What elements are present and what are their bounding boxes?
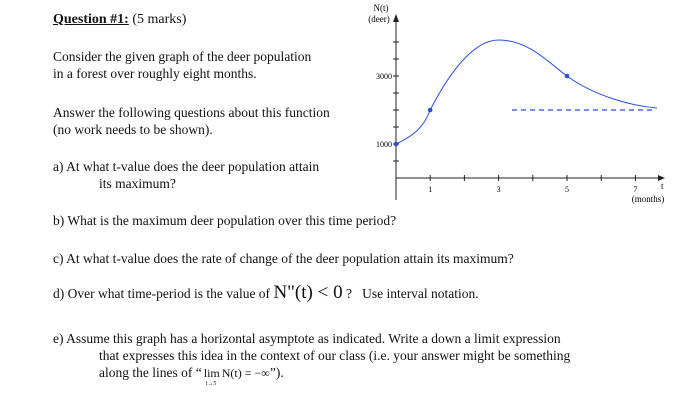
intro-line-1: Consider the given graph of the deer population bbox=[53, 49, 312, 64]
y-axis-label-unit: (deer) bbox=[368, 14, 390, 24]
question-a-line-1: a) At what t-value does the deer population attain bbox=[53, 159, 320, 174]
limit-expression: N(t) = −∞ bbox=[221, 366, 270, 380]
question-e-suffix: ”). bbox=[269, 365, 284, 380]
x-tick-label: 7 bbox=[633, 185, 638, 194]
question-b: b) What is the maximum deer population over this time period? bbox=[53, 213, 397, 228]
data-point bbox=[565, 74, 570, 79]
question-marks: (5 marks) bbox=[132, 12, 187, 27]
x-tick-label: 5 bbox=[565, 185, 569, 194]
y-axis-arrow bbox=[393, 14, 399, 22]
question-c: c) At what t-value does the rate of change of the deer population attain its maximum? bbox=[53, 251, 514, 266]
limit-word: lim bbox=[203, 366, 220, 380]
question-e-prefix: along the lines of “ bbox=[99, 365, 202, 380]
question-d-mark: ? bbox=[345, 286, 352, 301]
y-tick-label: 3000 bbox=[376, 72, 392, 81]
data-point bbox=[394, 142, 399, 147]
question-e-line-1: e) Assume this graph has a horizontal asymptote as indicated. Write a down a limit expression bbox=[53, 331, 561, 346]
y-axis-label-function: N(t) bbox=[373, 3, 389, 13]
x-axis-label-variable: t bbox=[661, 181, 664, 191]
y-tick-label: 1000 bbox=[376, 140, 392, 149]
second-derivative-expression: N"(t) < 0 bbox=[273, 282, 343, 303]
instructions-line-1: Answer the following questions about this function bbox=[53, 105, 330, 120]
instructions-line-2: (no work needs to be shown). bbox=[53, 122, 213, 137]
x-tick-label: 3 bbox=[496, 185, 501, 194]
limit-subscript: t→5 bbox=[205, 381, 217, 387]
question-number: Question #1: bbox=[53, 12, 129, 27]
data-point bbox=[428, 108, 433, 113]
population-curve bbox=[396, 40, 657, 144]
question-e-line-2: that expresses this idea in the context of our class (i.e. your answer might be something bbox=[99, 348, 571, 363]
question-d-prefix: d) Over what time-period is the value of bbox=[53, 286, 271, 301]
question-a-line-2: its maximum? bbox=[99, 176, 176, 191]
question-d-suffix: Use interval notation. bbox=[362, 286, 479, 301]
x-tick-label: 1 bbox=[428, 185, 433, 194]
x-axis-label-unit: (months) bbox=[631, 194, 665, 204]
intro-line-2: in a forest over roughly eight months. bbox=[53, 66, 257, 81]
